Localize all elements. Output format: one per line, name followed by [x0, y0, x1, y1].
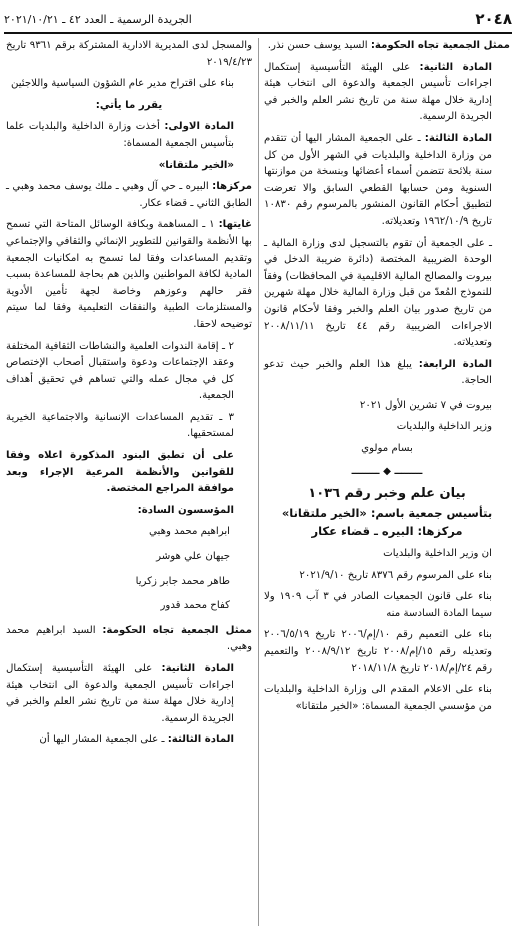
paragraph: بناء على التعميم رقم ١٠/إم/٢٠٠٦ تاريخ ٢٠٠٦/٥/١٩ وتعديله رقم ١٥/إم/٢٠٠٨ تاريخ ٢٠٠٨/٩/١٢ والتعميم رقم ٢٤/إم/٢٠١٨ تاريخ ٢٠١٨/١١/٨: [264, 629, 493, 674]
article-text: ـ على الجمعية المشار اليها أن تتقدم من وزارة الداخلية والبلديات في الشهر الأول من كل سنة بلائحة تتضمن أسماء أعضائها وبنسخة من موازنتها السنوية ومن حسابها القطعي السابق والا تعرضت لتطبيق أحكام القانون المنشور بالمرسوم رقم ١٠٨٣٠ تاريخ ١٩٦٢/١٠/٩ وتعديلاته.: [264, 132, 492, 227]
article-text: أخذت وزارة الداخلية والبلديات علما بتأسيس الجمعية المسماة:: [6, 121, 234, 149]
paragraph: [6, 179, 252, 212]
association-name: «الخير ملتقانا»: [158, 159, 234, 171]
paragraph: ان وزير الداخلية والبلديات: [383, 548, 492, 560]
article-label: المادة الثالثة:: [167, 734, 234, 746]
page-header: [4, 6, 512, 34]
article-text: البيره ـ حي آل وهبي ـ ملك يوسف محمد وهبي ـ الطابق الثاني ـ قضاء عكار.: [6, 181, 252, 209]
article-label: المادة الثالثة:: [424, 132, 492, 144]
article-label: غايتها:: [218, 219, 253, 231]
article-text: ـ على الجمعية المشار اليها أن: [39, 734, 168, 746]
paragraph: ـ على الجمعية أن تقوم بالتسجيل لدى وزارة المالية ـ الوحدة الضريبية المختصة (دائرة ضريبة الدخل في بيروت والمصالح المالية الاقليمية في المحافظات) وفقاً للنموذج المُعدّ من قبل وزارة المالية خلال مهلة شهرين من تاريخ صدور بيان العلم والخبر وفقا لأحكام قانون الاجراءات الضريبية رقم ٤٤ تاريخ ٢٠٠٨/١١/١١ وتعديلاته.: [264, 237, 492, 349]
left-column: [6, 38, 252, 754]
right-column: [264, 38, 510, 720]
paragraph: [264, 131, 510, 231]
paragraph: [264, 60, 510, 126]
section-separator: ــــــــ ◆ ــــــــ: [351, 465, 423, 477]
page-number: ٢٠٤٨: [475, 10, 512, 28]
article-label: المادة الثانية:: [161, 663, 234, 674]
article-text: يبلغ هذا العلم والخبر حيث تدعو الحاجة.: [264, 358, 492, 387]
paragraph: على أن تطبق البنود المذكورة اعلاه وفقا للقوانين والأنظمة المرعية الإجراء وبعد موافقة المراجع المختصة.: [6, 450, 234, 495]
article-text: ١ ـ المساهمة وبكافة الوسائل المتاحة التي تسمح بها الأنظمة والقوانين للتطوير الإنمائي والثقافي والإجتماعي وتقديم المساعدات وفقا لما تسمح به امكانيات الجمعية المادية لكافة المواطنين والذين هم بحاجة للمساعدة بسبب فقر حالهم وعوزهم وخاصة لجهة تأمين الأدوية والمستلزمات الطبية والنفقات التعليمية وفقا لما سيتم توضيحه لاحقا.: [6, 219, 252, 330]
paragraph: بناء على قانون الجمعيات الصادر في ٣ آب ١٩٠٩ ولا سيما المادة السادسة منه: [264, 591, 492, 619]
article-label: المادة الرابعة:: [418, 358, 492, 370]
article-label: مركزها:: [212, 181, 252, 193]
notice-title: بيان علم وخبر رقم ١٠٣٦: [308, 486, 466, 502]
column-divider: [258, 38, 259, 926]
article-label: ممثل الجمعية تجاه الحكومة:: [102, 624, 252, 636]
paragraph: ٣ ـ تقديم المساعدات الإنسانية والاجتماعية الخيرية لمستحقيها.: [6, 411, 234, 440]
paragraph: [6, 119, 252, 152]
article-label: المادة الثانية:: [419, 61, 492, 73]
paragraph: [264, 357, 510, 390]
paragraph: ٢ ـ إقامة الندوات العلمية والنشاطات الثقافية المختلفة وعقد الإجتماعات ودعوة واستقبال أصحاب الإختصاص كل في مجال عمله والتي تساهم في تحقيق أهداف الجمعية.: [6, 340, 234, 402]
notice-subtitle: بتأسيس جمعية باسم: «الخير ملتقانا»: [281, 505, 493, 520]
article-text: السيد ابراهيم محمد وهبي.: [6, 624, 252, 653]
article-text: السيد يوسف حسن نذر.: [267, 40, 371, 51]
article-label: ممثل الجمعية تجاه الحكومة:: [370, 40, 510, 51]
minister-name: بسام مولوي: [361, 443, 413, 455]
paragraph: بناء على المرسوم رقم ٨٣٧٦ تاريخ ٢٠٢١/٩/١٠: [299, 569, 492, 581]
paragraph: والمسجل لدى المديرية الادارية المشتركة برقم ٩٣٦١ تاريخ ٢٠١٩/٤/٢٣: [6, 40, 252, 68]
paragraph: بناء على اقتراح مدير عام الشؤون السياسية واللاجئين: [10, 78, 234, 90]
article-label: المادة الاولى:: [164, 121, 234, 133]
publication-line: الجريدة الرسمية ـ العدد ٤٢ ـ ٢٠٢١/١٠/٢١: [4, 12, 192, 26]
founders-heading: المؤسسون السادة:: [137, 504, 234, 516]
paragraph: [6, 623, 252, 656]
notice-hq: مركزها: البيره ـ قضاء عكار: [311, 524, 463, 539]
paragraph: [6, 732, 252, 749]
founder-name: ابراهيم محمد وهبي: [149, 526, 230, 538]
minister-title: وزير الداخلية والبلديات: [396, 421, 492, 433]
paragraph: بناء على الاعلام المقدم الى وزارة الداخلية والبلديات من مؤسسي الجمعية المسماة: «الخير ملتقانا»: [264, 684, 492, 712]
paragraph: [264, 38, 510, 55]
paragraph: [6, 661, 252, 727]
paragraph: [6, 217, 252, 333]
founder-name: كفاح محمد قدور: [160, 600, 230, 612]
decision-heading: يقرر ما يأتي:: [95, 99, 163, 111]
founder-name: جيهان علي هوشر: [156, 551, 230, 563]
article-text: على الهيئة التأسيسية إستكمال اجراءات تأسيس الجمعية والدعوة الى انتخاب هيئة إدارية خلال مهلة سنة من تاريخ نشر العلم والخبر في الجريدة الرسمية.: [6, 663, 234, 724]
founder-name: طاهر محمد جابر زكريا: [135, 575, 230, 587]
article-text: على الهيئة التأسيسية إستكمال اجراءات تأسيس الجمعية والدعوة الى انتخاب هيئة إدارية خلال مهلة سنة من تاريخ نشر العلم والخبر في الجريدة الرسمية.: [264, 61, 492, 123]
date-line: بيروت في ٧ تشرين الأول ٢٠٢١: [359, 399, 492, 411]
